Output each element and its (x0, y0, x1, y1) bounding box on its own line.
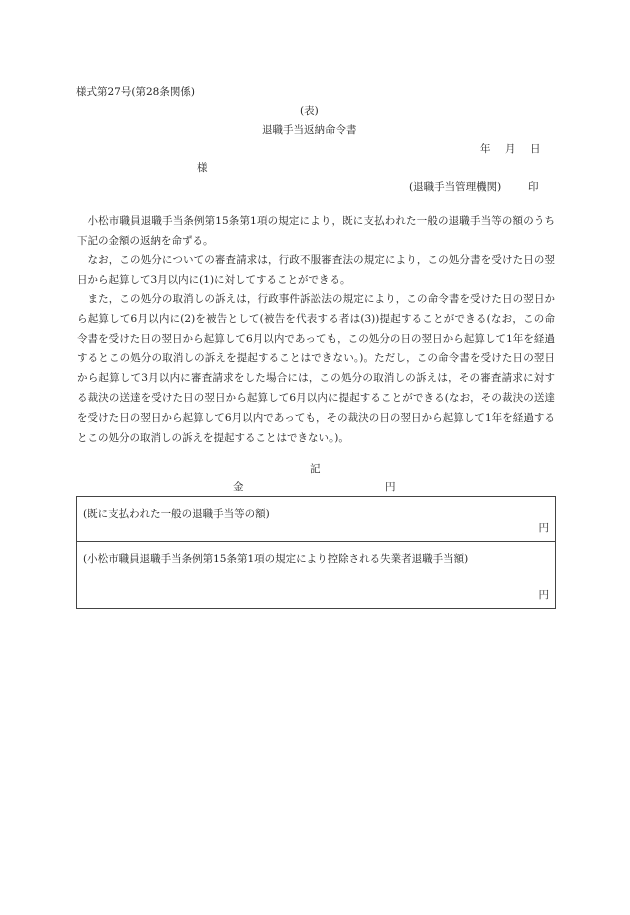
table-row-label: (小松市職員退職手当条例第15条第1項の規定により控除される失業者退職手当額) (83, 553, 469, 565)
table-row-paid-amount (76, 496, 556, 542)
date-year: 年 (480, 143, 491, 155)
document-title: 退職手当返納命令書 (262, 124, 357, 136)
addressee-suffix: 様 (197, 162, 208, 174)
record-heading: 記 (310, 463, 321, 475)
table-row-unit: 円 (538, 589, 549, 601)
table-row-deducted-amount (76, 541, 556, 609)
amount-unit: 円 (385, 481, 396, 493)
issuer-name: (退職手当管理機関) (409, 181, 502, 193)
side-label: (表) (300, 105, 319, 117)
seal-mark: 印 (528, 181, 539, 193)
table-row-unit: 円 (538, 522, 549, 534)
date-month: 月 (505, 143, 516, 155)
date-day: 日 (530, 143, 541, 155)
amount-label: 金 (233, 481, 244, 493)
form-number: 様式第27号(第28条関係) (76, 86, 195, 98)
body-paragraph-2: なお，この処分についての審査請求は，行政不服審査法の規定により，この処分書を受けた日の翌日から起算して3月以内に(1)に対してすることができる。 (77, 254, 555, 286)
body-paragraph-3: また，この処分の取消しの訴えは，行政事件訴訟法の規定により，この命令書を受けた日の翌日から起算して6月以内に(2)を被告として(被告を代表する者は(3))提起することができる(なお，この命令書を受けた日の翌日から起算して6月以内であっても，この処分の日の翌日から起算して1年を経過するとこの処分の取消しの訴えを提起することはできない。)。ただし，この命令書を受けた日の翌日から起算して3月以内に審査請求をした場合には，この処分の取消しの訴えは，その審査請求に対する裁決の送達を受けた日の翌日から起算して6月以内に提起することができる(なお，その裁決の送達を受けた日の翌日から起算して6月以内であっても，その裁決の日の翌日から起算して1年を経過するとこの処分の取消しの訴えを提起することはできない。)。 (77, 293, 555, 444)
table-row-label: (既に支払われた一般の退職手当等の額) (83, 508, 270, 520)
body-paragraph-1: 小松市職員退職手当条例第15条第1項の規定により，既に支払われた一般の退職手当等の額のうち下記の金額の返納を命ずる。 (77, 215, 555, 247)
